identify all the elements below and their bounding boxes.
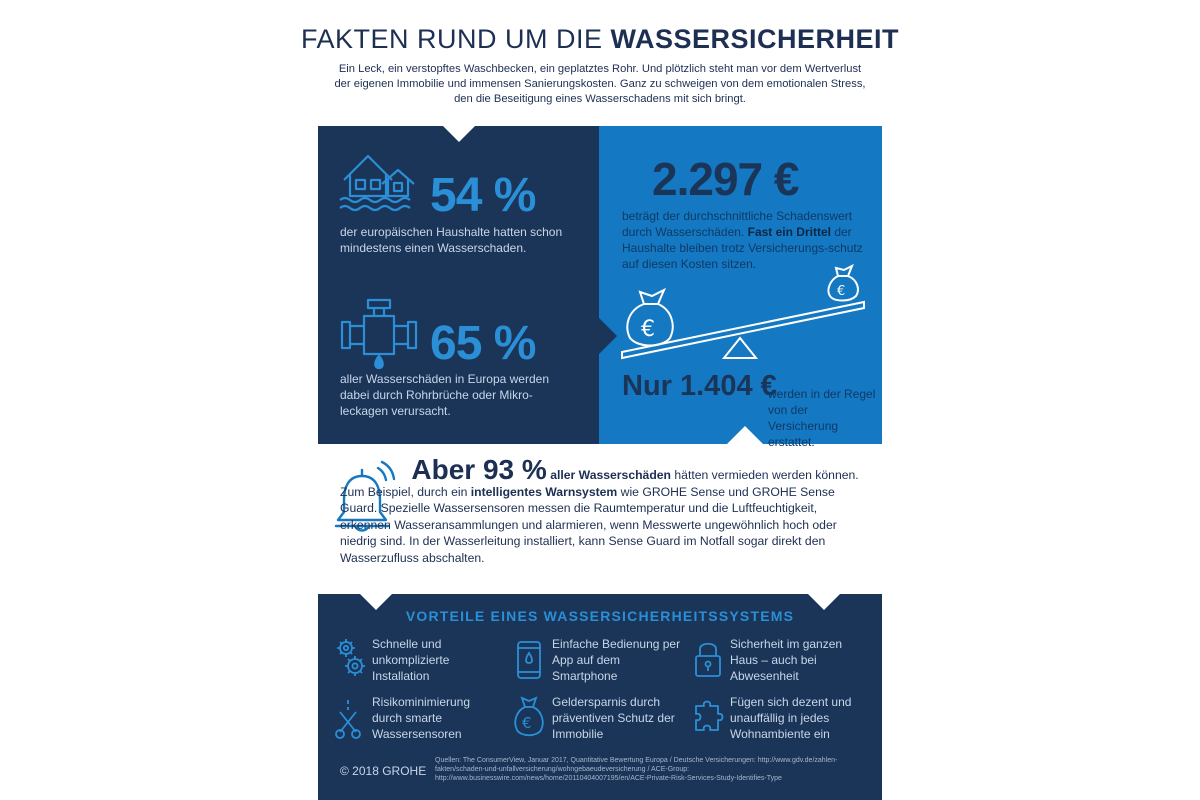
panel-notch (599, 318, 617, 354)
aber-paragraph (340, 454, 870, 566)
damage-text (622, 208, 867, 272)
sources-text: Quellen: The ConsumerView, Januar 2017, Quantitative Bewertung Europa / Deutsche Versicherungen: http://www.gdv.de/zahlen-fakten/schaden-und-unfallversicherung/wohngebaeudeversicherung / ACE-Group: http://www.businesswire.com/news/home/20110404007195/en/ACE-Private-Risk-Services-Study-Identifies-Type (435, 757, 838, 782)
aber-text2: wie GROHE Sense und GROHE Sense Guard. Spezielle Wassersensoren messen die Raumtemperatur und die Luftfeuchtigkeit, erkennen Wasseransammlungen und alarmieren, wenn Messwerte ungewöhnlich hoch oder niedrig sind. In der Wasserleitung installiert, kann Sense Guard im Notfall sogar direkt den Wasserzufluss abschalten. (340, 484, 837, 565)
benefit-risk: Risikominimierung durch smarte Wassersensoren (372, 695, 471, 741)
benefits-title: VORTEILE EINES WASSERSICHERHEITSSYSTEMS (405, 608, 795, 624)
damage-text-plain: beträgt der durchschnittliche Schadenswert durch Wasserschäden. (622, 209, 853, 239)
puzzle-icon (694, 698, 724, 734)
padlock-icon (694, 638, 722, 680)
stat-54-text: der europäischen Haushalte hatten schon mindestens einen Wasserschaden. (340, 225, 563, 255)
benefit-security: Sicherheit im ganzen Haus – auch bei Abwesenheit (730, 637, 843, 683)
benefit-savings: Geldersparnis durch präventiven Schutz der Immobilie (552, 695, 675, 741)
aber-headline: Aber 93 % (411, 454, 547, 485)
smartphone-icon (516, 640, 542, 680)
benefit-design: Fügen sich dezent und unauffällig in jedes Wohnambiente ein (730, 695, 852, 741)
benefit-app: Einfache Bedienung per App auf dem Smartphone (552, 637, 681, 683)
refund-text: werden in der Regel von der Versicherung erstattet. (768, 387, 876, 449)
stat-65-value: 65 % (430, 317, 536, 370)
stat-65-text: aller Wasserschäden in Europa werden dabei durch Rohrbrüche oder Mikro-leckagen verursacht. (340, 372, 549, 418)
damage-amount: 2.297 € (652, 153, 799, 205)
svg-text:€: € (837, 284, 846, 299)
aber-bold2: intelligentes Warnsystem (470, 484, 618, 499)
gears-icon (336, 638, 366, 678)
money-bag-icon (512, 696, 546, 740)
svg-text:€: € (641, 317, 655, 342)
intro-text: Ein Leck, ein verstopftes Waschbecken, ein geplatztes Rohr. Und plötzlich steht man vor dem Wertverlust der eigenen Immobilie und immensen Sanierungskosten. Ganz zu schweigen von dem emotionalen Stress, den die Beseitigung eines Wasserschadens mit sich bringt. (334, 63, 866, 105)
aber-bold1: aller Wasserschäden (550, 468, 671, 482)
svg-text:€: € (522, 714, 532, 732)
benefit-install: Schnelle und unkomplizierte Installation (372, 637, 450, 683)
title-prefix: FAKTEN RUND UM DIE (300, 24, 603, 54)
damage-text-bold: Fast ein Drittel (747, 225, 831, 239)
aber-text1: hätten vermieden werden können. Zum Beispiel, durch ein (340, 468, 859, 499)
panel-notch (727, 426, 763, 444)
stat-54-value: 54 % (430, 169, 536, 222)
leaking-pipe-icon (338, 298, 420, 370)
copyright: © 2018 GROHE (340, 764, 427, 778)
panel-notch (443, 126, 475, 142)
damage-text-rest: der Haushalte bleiben trotz Versicherungs-schutz auf diesen Kosten sitzen. (622, 225, 863, 271)
title-bold: WASSERSICHERHEIT (610, 24, 900, 54)
tools-icon (334, 698, 366, 740)
flooded-house-icon (338, 150, 420, 216)
page-title (0, 24, 1200, 55)
refund-amount: Nur 1.404 € (622, 370, 777, 402)
money-scale-icon (618, 264, 870, 364)
